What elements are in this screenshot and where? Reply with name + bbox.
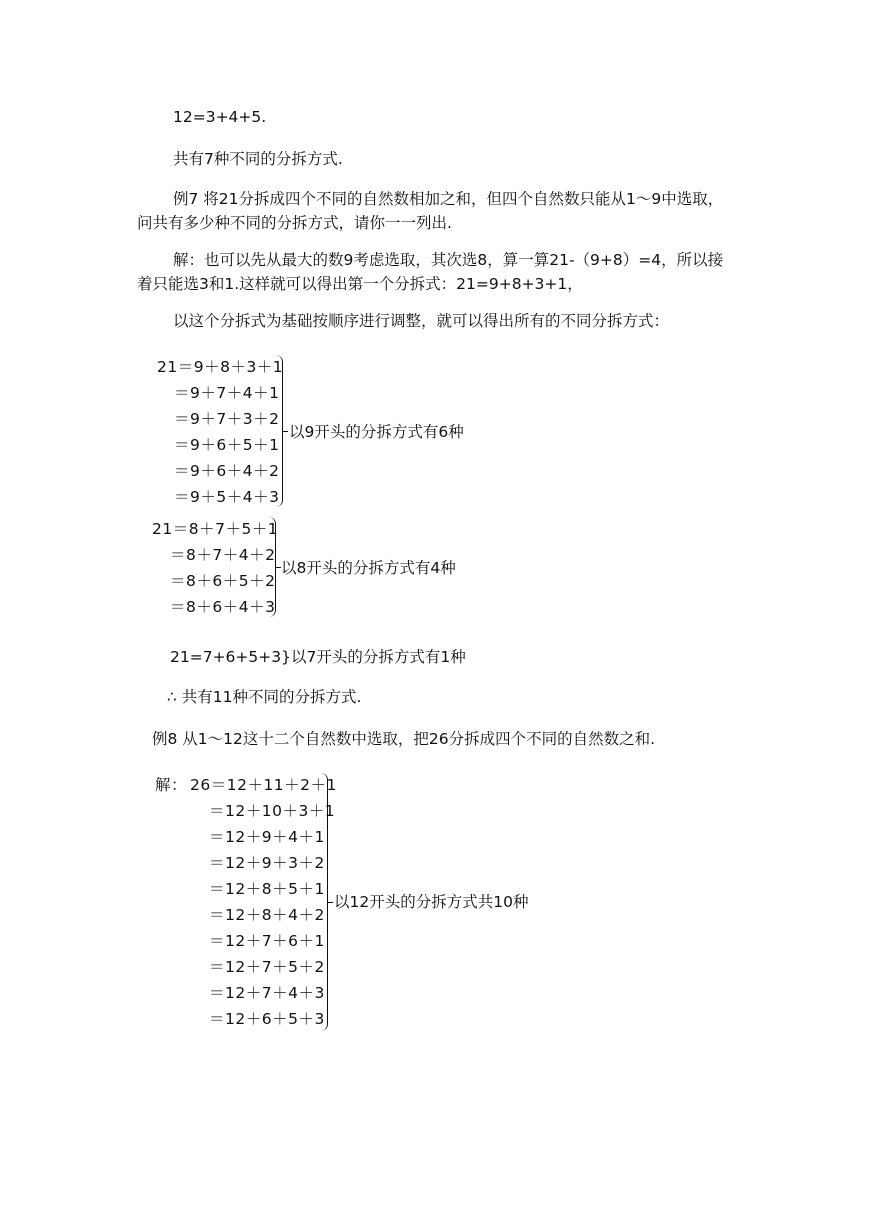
equation-line: ＝9＋6＋5＋1 — [174, 436, 280, 454]
equation-line: ＝12＋9＋3＋2 — [209, 854, 325, 872]
group8-note: 以8开头的分拆方式有4种 — [281, 559, 456, 577]
solution-label: 解： — [155, 776, 188, 794]
equation-line: ＝12＋7＋6＋1 — [209, 932, 325, 950]
example7-adjust-text: 以这个分拆式为基础按顺序进行调整，就可以得出所有的不同分拆方式： — [173, 312, 670, 330]
equation-line: ＝8＋6＋4＋3 — [170, 598, 276, 616]
group7-line: 21=7+6+5+3}以7开头的分拆方式有1种 — [170, 648, 466, 666]
equation-line: ＝9＋7＋4＋1 — [174, 384, 280, 402]
group9-note: 以9开头的分拆方式有6种 — [289, 423, 464, 441]
equation-line: ＝12＋6＋5＋3 — [209, 1010, 325, 1028]
equation-line: ＝12＋7＋4＋3 — [209, 984, 325, 1002]
right-brace — [275, 355, 283, 507]
equation-line: ＝12＋7＋5＋2 — [209, 958, 325, 976]
equation-line: 26＝12＋11＋2＋1 — [190, 776, 337, 794]
equation-line: ＝9＋6＋4＋2 — [174, 462, 280, 480]
example7-conclusion: ∴ 共有11种不同的分拆方式. — [167, 688, 362, 706]
example7-solution: 解：也可以先从最大的数9考虑选取，其次选8，算一算21-（9+8）=4，所以接着只能选3和1.这样就可以得出第一个分拆式：21=9+8+3+1， — [137, 251, 724, 293]
right-brace — [268, 517, 276, 617]
summary-total-7: 共有7种不同的分拆方式. — [173, 150, 343, 168]
right-brace — [320, 773, 328, 1031]
equation-line: ＝12＋9＋4＋1 — [209, 828, 325, 846]
equation-line: ＝8＋7＋4＋2 — [170, 546, 276, 564]
example7-problem: 例7 将21分拆成四个不同的自然数相加之和，但四个自然数只能从1～9中选取，问共有多少种不同的分拆方式，请你一一列出. — [137, 190, 724, 232]
equation-line: ＝8＋6＋5＋2 — [170, 572, 276, 590]
equation-line-12: 12=3+4+5. — [173, 108, 267, 126]
equation-line: ＝9＋5＋4＋3 — [174, 488, 280, 506]
equation-line: ＝9＋7＋3＋2 — [174, 410, 280, 428]
equation-line: ＝12＋8＋4＋2 — [209, 906, 325, 924]
equation-line: 21＝9＋8＋3＋1 — [157, 358, 284, 376]
example8-note: 以12开头的分拆方式共10种 — [334, 893, 529, 911]
equation-line: ＝12＋8＋5＋1 — [209, 880, 325, 898]
equation-line: ＝12＋10＋3＋1 — [209, 802, 336, 820]
example8-problem: 例8 从1～12这十二个自然数中选取，把26分拆成四个不同的自然数之和. — [152, 730, 656, 748]
equation-line: 21＝8＋7＋5＋1 — [152, 520, 279, 538]
